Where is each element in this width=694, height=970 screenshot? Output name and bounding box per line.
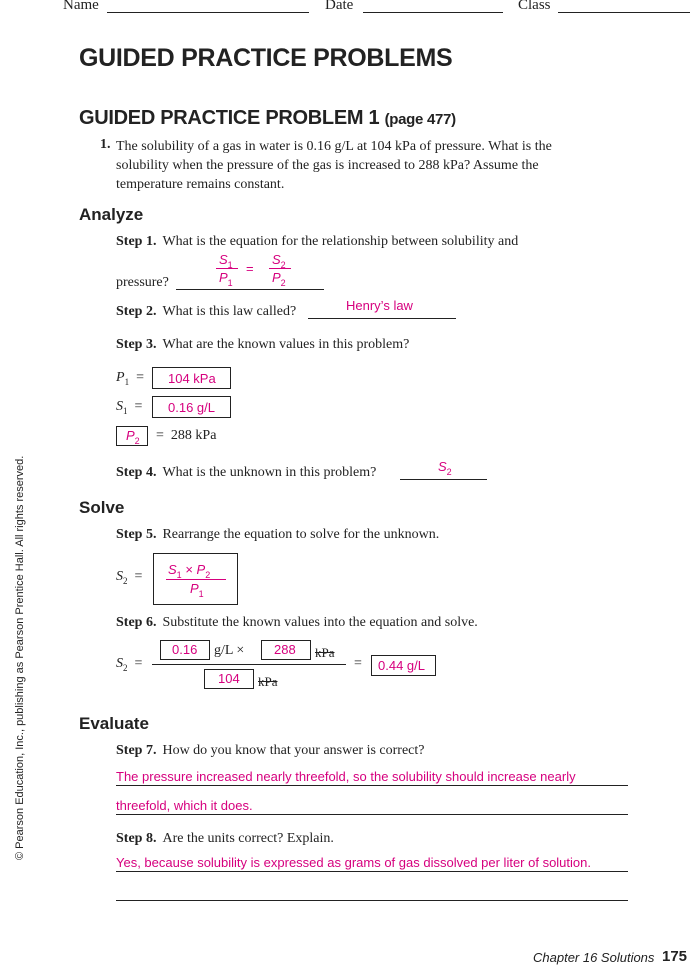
- p1-value-box[interactable]: [152, 367, 231, 389]
- date-label: Date: [325, 0, 354, 13]
- p1-value: 104 kPa: [168, 371, 216, 386]
- step6-unit2: kPa: [315, 645, 335, 660]
- step6-question: Step 6. Substitute the known values into the equation and solve.: [116, 615, 478, 630]
- step6-equals: =: [354, 656, 362, 671]
- step1-p1: $P_1$: [219, 270, 233, 288]
- name-field[interactable]: [107, 12, 309, 13]
- footer-chapter: Chapter 16 Solutions: [533, 950, 655, 965]
- step8-answer-line-2[interactable]: [116, 900, 628, 901]
- step6-lhs: $S_2$ =: [116, 656, 143, 673]
- step6-v2: 288: [274, 642, 296, 657]
- s1-value: 0.16 g/L: [168, 400, 215, 415]
- step6-v1-box[interactable]: [160, 640, 210, 660]
- problem-line-2: solubility when the pressure of the gas is increased to 288 kPa? Assume the: [116, 158, 539, 173]
- step6-result-box[interactable]: [371, 655, 436, 676]
- step8-answer: Yes, because solubility is expressed as grams of gas dissolved per liter of solution.: [116, 855, 591, 870]
- page-title: GUIDED PRACTICE PROBLEMS: [79, 44, 453, 72]
- step1-s1: $S_1$: [219, 252, 233, 270]
- step5-lhs: $S_2$ =: [116, 569, 143, 586]
- step5-answer-box[interactable]: [153, 553, 238, 605]
- step1-equals: =: [246, 261, 254, 276]
- analyze-heading: Analyze: [79, 205, 144, 224]
- date-field[interactable]: [363, 12, 503, 13]
- step1-answer-line[interactable]: [176, 289, 324, 290]
- footer-page-number: 175: [662, 948, 688, 965]
- class-label: Class: [518, 0, 551, 13]
- s1-value-box[interactable]: [152, 396, 231, 418]
- step7-answer-line-2[interactable]: [116, 814, 628, 815]
- step6-v3: 104: [218, 671, 240, 686]
- problem-line-3: temperature remains constant.: [116, 177, 285, 192]
- step1-p2: $P_2$: [272, 270, 286, 288]
- p2-label: $P_2$: [126, 428, 140, 446]
- step6-frac-line: [152, 664, 346, 665]
- step2-question: Step 2. What is this law called?: [116, 304, 297, 319]
- step5-numerator: $S_1 \times P_2$: [168, 562, 211, 580]
- step4-question: Step 4. What is the unknown in this problem?: [116, 465, 377, 480]
- solve-heading: Solve: [79, 498, 125, 517]
- p2-label-box[interactable]: [116, 426, 148, 446]
- s1-label: $S_1$ =: [116, 399, 143, 416]
- step2-answer-line[interactable]: [308, 318, 456, 319]
- problem-text: [116, 137, 596, 194]
- problem-number: 1.: [100, 137, 111, 152]
- step8-answer-line-1[interactable]: [116, 871, 628, 872]
- step1-s2: $S_2$: [272, 252, 286, 270]
- step1-question: Step 1. What is the equation for the relationship between solubility and: [116, 234, 519, 249]
- step1-frac-line-1: [216, 268, 238, 269]
- step7-question: Step 7. How do you know that your answer is correct?: [116, 743, 425, 758]
- p1-label: $P_1$ =: [116, 370, 144, 387]
- copyright-notice: © Pearson Education, Inc., publishing as Pearson Prentice Hall. All rights reserved.: [14, 455, 26, 860]
- step6-unit3: kPa: [258, 674, 278, 689]
- problem-line-1: The solubility of a gas in water is 0.16 g/L at 104 kPa of pressure. What is the: [116, 139, 552, 154]
- step8-question: Step 8. Are the units correct? Explain.: [116, 831, 334, 846]
- step6-v1: 0.16: [172, 642, 198, 657]
- evaluate-heading: Evaluate: [79, 714, 149, 733]
- step3-question: Step 3. What are the known values in this problem?: [116, 337, 410, 352]
- step5-denominator: $P_1$: [190, 581, 204, 599]
- problem-page-ref: (page 477): [384, 111, 456, 128]
- step2-answer: Henry’s law: [346, 298, 413, 313]
- step5-question: Step 5. Rearrange the equation to solve for the unknown.: [116, 527, 440, 542]
- step6-unit1: g/L ×: [214, 643, 245, 658]
- step7-answer-1: The pressure increased nearly threefold, so the solubility should increase nearly: [116, 769, 576, 784]
- step6-result: 0.44 g/L: [378, 658, 425, 673]
- step4-answer-line[interactable]: [400, 479, 487, 480]
- problem-heading: [79, 107, 456, 130]
- step1-frac-line-2: [269, 268, 291, 269]
- p2-value: = 288 kPa: [156, 428, 217, 443]
- step6-v2-box[interactable]: [261, 640, 311, 660]
- step1-question-cont: pressure?: [116, 275, 169, 290]
- name-label: Name: [63, 0, 99, 13]
- step4-answer: $S_2$: [438, 459, 452, 477]
- step7-answer-2: threefold, which it does.: [116, 798, 253, 813]
- step6-v3-box[interactable]: [204, 669, 254, 689]
- step5-frac-line: [166, 579, 226, 580]
- problem-heading-text: GUIDED PRACTICE PROBLEM 1: [79, 107, 380, 129]
- class-field[interactable]: [558, 12, 690, 13]
- step7-answer-line-1[interactable]: [116, 785, 628, 786]
